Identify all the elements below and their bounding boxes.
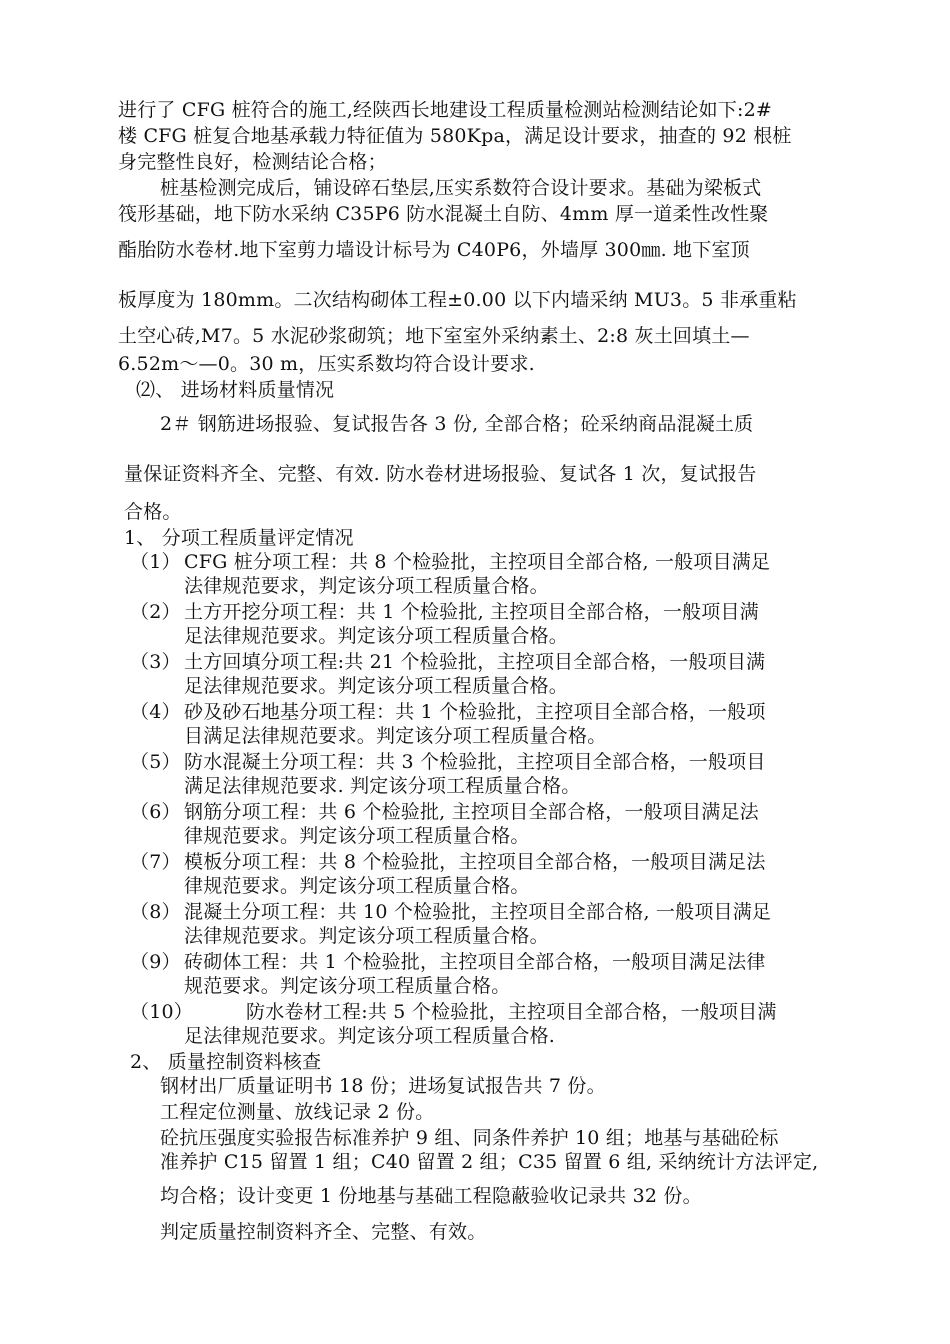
qc-line-2: 工程定位测量、放线记录 2 份。 (160, 1101, 435, 1123)
subitem-number: （5） (130, 751, 181, 773)
subitem-number: （4） (130, 701, 181, 723)
materials-line-2: 量保证资料齐全、完整、有效. 防水卷材进场报验、复试各 1 次，复试报告 (124, 463, 757, 485)
materials-line-3: 合格。 (124, 501, 182, 523)
intro-line-3: 身完整性良好，检测结论合格； (118, 151, 387, 173)
subitem-line-2: 律规范要求。判定该分项工程质量合格。 (184, 875, 530, 897)
subitem-line-1: CFG 桩分项工程：共 8 个检验批，主控项目全部合格, 一般项目满足 (184, 551, 771, 573)
foundation-line-5: 土空心砖,M7。5 水泥砂浆砌筑；地下室室外采纳素土、2:8 灰土回填土— (118, 325, 750, 347)
subitem-line-2: 足法律规范要求。判定该分项工程质量合格. (184, 1025, 556, 1047)
subitems-heading: 1、 分项工程质量评定情况 (124, 527, 354, 549)
subitem-number: （3） (130, 651, 181, 673)
subitem-number: （6） (130, 801, 181, 823)
foundation-line-4: 板厚度为 180mm。二次结构砌体工程±0.00 以下内墙采纳 MU3。5 非承重粘 (118, 289, 797, 311)
subitem-line-2: 律规范要求。判定该分项工程质量合格。 (184, 825, 530, 847)
subitem-number: （10） (130, 1001, 193, 1023)
qc-line-1: 钢材出厂质量证明书 18 份；进场复试报告共 7 份。 (160, 1075, 606, 1097)
subitem-line-2: 足法律规范要求。判定该分项工程质量合格。 (184, 625, 569, 647)
subitem-number: （7） (130, 851, 181, 873)
materials-heading: ⑵、 进场材料质量情况 (136, 379, 335, 401)
subitem-line-2: 满足法律规范要求. 判定该分项工程质量合格。 (184, 775, 581, 797)
foundation-line-1: 桩基检测完成后，铺设碎石垫层,压实系数符合设计要求。基础为梁板式 (160, 177, 762, 199)
subitem-line-1: 土方回填分项工程:共 21 个检验批，主控项目全部合格，一般项目满 (184, 651, 766, 673)
subitem-line-2: 法律规范要求，判定该分项工程质量合格。 (184, 575, 549, 597)
subitem-number: （8） (130, 901, 181, 923)
subitem-line-2: 规范要求。判定该分项工程质量合格。 (184, 975, 511, 997)
foundation-line-6: 6.52m～—0。30 m，压实系数均符合设计要求. (118, 353, 535, 375)
subitem-number: （1） (130, 551, 181, 573)
qc-conclusion: 判定质量控制资料齐全、完整、有效。 (160, 1221, 487, 1243)
subitem-line-1: 混凝土分项工程：共 10 个检验批，主控项目全部合格, 一般项目满足 (184, 901, 772, 923)
materials-line-1: 2＃ 钢筋进场报验、复试报告各 3 份, 全部合格；砼采纳商品混凝土质 (160, 413, 754, 435)
subitem-line-1: 模板分项工程：共 8 个检验批，主控项目全部合格，一般项目满足法 (184, 851, 766, 873)
qc-line-3: 砼抗压强度实验报告标准养护 9 组、同条件养护 10 组；地基与基础砼标 (160, 1127, 779, 1149)
subitem-line-1: 防水卷材工程:共 5 个检验批，主控项目全部合格，一般项目满 (246, 1001, 777, 1023)
subitem-line-2: 目满足法律规范要求。判定该分项工程质量合格。 (184, 725, 607, 747)
foundation-line-3: 酯胎防水卷材.地下室剪力墙设计标号为 C40P6，外墙厚 300㎜. 地下室顶 (118, 239, 750, 261)
subitem-line-1: 砂及砂石地基分项工程：共 1 个检验批，主控项目全部合格，一般项 (184, 701, 766, 723)
subitem-line-1: 砖砌体工程：共 1 个检验批，主控项目全部合格，一般项目满足法律 (184, 951, 766, 973)
qc-line-5: 均合格；设计变更 1 份地基与基础工程隐蔽验收记录共 32 份。 (160, 1185, 702, 1207)
intro-line-1: 进行了 CFG 桩符合的施工,经陕西长地建设工程质量检测站检测结论如下:2# (118, 99, 773, 121)
subitem-line-1: 土方开挖分项工程：共 1 个检验批, 主控项目全部合格，一般项目满 (184, 601, 759, 623)
subitem-line-2: 法律规范要求。判定该分项工程质量合格。 (184, 925, 549, 947)
intro-line-2: 楼 CFG 桩复合地基承载力特征值为 580Kpa，满足设计要求，抽查的 92 根桩 (118, 125, 792, 147)
qc-heading: 2、 质量控制资料核查 (130, 1051, 322, 1073)
qc-line-4: 准养护 C15 留置 1 组；C40 留置 2 组；C35 留置 6 组, 采纳统计方法评定, (160, 1151, 819, 1173)
subitem-line-2: 足法律规范要求。判定该分项工程质量合格。 (184, 675, 569, 697)
subitem-number: （2） (130, 601, 181, 623)
subitem-line-1: 钢筋分项工程：共 6 个检验批, 主控项目全部合格，一般项目满足法 (184, 801, 759, 823)
subitem-number: （9） (130, 951, 181, 973)
subitem-line-1: 防水混凝土分项工程：共 3 个检验批，主控项目全部合格，一般项目 (184, 751, 766, 773)
foundation-line-2: 筏形基础，地下防水采纳 C35P6 防水混凝土自防、4mm 厚一道柔性改性聚 (118, 203, 769, 225)
